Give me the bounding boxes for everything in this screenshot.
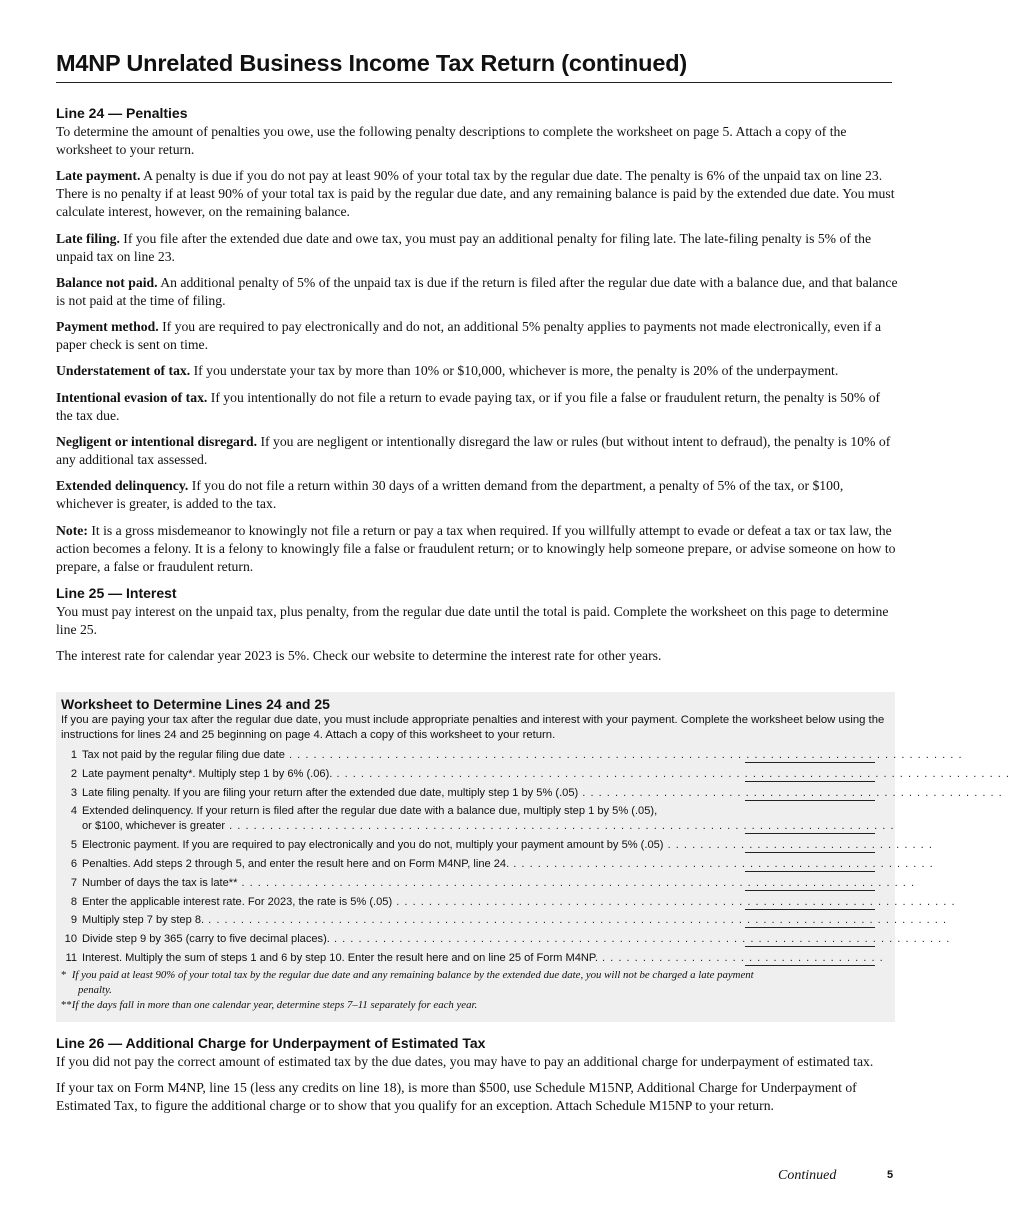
penalty-late-filing xyxy=(56,230,899,266)
step-number: 4 xyxy=(70,804,77,817)
step-label: Enter the applicable interest rate. For 2023, the rate is 5% (.05) xyxy=(82,895,393,908)
step-2-entry-field[interactable] xyxy=(745,767,875,782)
step-label: Late payment penalty*. Multiply step 1 by 6% (.06). xyxy=(82,768,333,781)
line25-paragraph-1: You must pay interest on the unpaid tax, plus penalty, from the regular due date until the total is paid. Complete the worksheet on this page to determine line 25. xyxy=(56,603,889,637)
worksheet-step xyxy=(61,910,948,929)
footnote-mark: * xyxy=(61,969,67,982)
step-text xyxy=(82,786,1003,801)
step-11-entry-field[interactable] xyxy=(745,951,875,966)
penalty-text: If you are negligent or intentionally disregard the law or rules (but without intent to defraud), the penalty is 10% of any additional tax assessed. xyxy=(56,434,891,468)
leader-dots: . . . . . . . . . . . . . . . . . . . . . . . . . . . . . . . . . . . . . . . . . . . . . . . . . . . . . . . . . . . . . . . . . . . . . . . . . . . . . . . . . . . . . . . . . . . xyxy=(204,914,948,927)
step-5-entry-field[interactable] xyxy=(745,838,875,853)
worksheet-step xyxy=(61,853,934,872)
step-number: 5 xyxy=(70,838,77,851)
step-number: 2 xyxy=(70,768,77,781)
step-label: Interest. Multiply the sum of steps 1 and 6 by step 10. Enter the result here and on line 25 of Form M4NP. xyxy=(82,952,598,965)
penalty-extended-delinquency xyxy=(56,477,899,513)
step-label: Penalties. Add steps 2 through 5, and enter the result here and on Form M4NP, line 24. xyxy=(82,857,510,870)
worksheet-intro: If you are paying your tax after the regular due date, you must include appropriate penalties and interest with your payment. Complete the worksheet below using the instructions for lines 24 and 25 beginning on page 4. Attach a copy of this worksheet to your return. xyxy=(61,714,885,742)
step-9-entry-field[interactable] xyxy=(745,913,875,928)
step-number: 3 xyxy=(70,786,77,799)
penalty-balance-not-paid xyxy=(56,274,899,310)
penalty-note xyxy=(56,522,899,576)
penalty-text: If you file after the extended due date and owe tax, you must pay an additional penalty for filing late. The late-filing penalty is 5% of the unpaid tax on line 23. xyxy=(56,230,872,264)
step-number: 7 xyxy=(70,876,77,889)
worksheet-step xyxy=(61,891,956,910)
worksheet xyxy=(56,692,1010,1022)
penalty-text: If you are required to pay electronically and do not, an additional 5% penalty applies to payments not made electronically, even if a paper check is sent on time. xyxy=(56,319,882,353)
step-label: Late filing penalty. If you are filing your return after the extended due date, multiply step 1 by 5% (.05) xyxy=(82,786,579,799)
line26-paragraph-2: If your tax on Form M4NP, line 15 (less any credits on line 18), is more than $500, use Schedule M15NP, Additional Charge for Underpayment of Estimated Tax, to figure the additional charge or to show that you qualify for an exception. Attach Schedule M15NP to your return. xyxy=(56,1080,857,1114)
step-text xyxy=(82,876,916,891)
leader-dots: . . . . . . . . . . . . . . . . . . . . . . . . . . . . . . . . . . . . . . . . . . . . . . . . . . . . xyxy=(509,857,934,870)
worksheet-step xyxy=(61,782,1003,801)
penalty-understatement xyxy=(56,362,899,380)
step-number: 10 xyxy=(64,933,77,946)
step-6-entry-field[interactable] xyxy=(745,857,875,872)
footnote-mark: ** xyxy=(61,999,72,1012)
line24-heading: Line 24 — Penalties xyxy=(56,105,188,121)
penalty-text: A penalty is due if you do not pay at least 90% of your total tax by the regular due date. The penalty is 6% of the unpaid tax on line 23. There is no penalty if at least 90% of your total tax is paid by the regular due date, and any remaining balance is paid by the extended due date. You must calculate interest, however, on the remaining balance. xyxy=(56,168,895,220)
penalty-term: Payment method. xyxy=(56,319,159,335)
step-number: 6 xyxy=(70,857,77,870)
worksheet-step xyxy=(61,744,963,763)
step-number: 8 xyxy=(70,895,77,908)
penalty-text: If you understate your tax by more than 10% or $10,000, whichever is more, the penalty is 20% of the underpayment. xyxy=(190,363,839,379)
step-number: 11 xyxy=(65,952,77,965)
step-text xyxy=(82,767,1010,782)
leader-dots: . . . . . . . . . . . . . . . . . . . . . . . . . . . . . . . . . . . . . . . . . . . . . . . . . . . . . . . . . . . . . . . . . . . . . . . . . . . . xyxy=(329,933,951,946)
step-label: Multiply step 7 by step 8. xyxy=(82,914,205,927)
footer-continued: Continued xyxy=(778,1168,837,1183)
step-8-entry-field[interactable] xyxy=(745,895,875,910)
penalty-text: It is a gross misdemeanor to knowingly not file a return or pay a tax when required. If you willfully attempt to evade or defeat a tax or tax law, the action becomes a felony. It is a felony to knowingly file a false or fraudulent return; or to knowingly help someone prepare, or advise someone on how to prepare, a false or fraudulent return. xyxy=(56,522,896,574)
step-label: Tax not paid by the regular filing due date xyxy=(82,749,285,762)
step-text xyxy=(82,895,956,910)
penalty-term: Note: xyxy=(56,522,88,538)
step-label: Extended delinquency. If your return is filed after the regular due date with a balance due, multiply step 1 by 5% (.05), xyxy=(82,804,658,817)
step-text xyxy=(82,748,963,763)
line26-heading: Line 26 — Additional Charge for Underpayment of Estimated Tax xyxy=(56,1035,486,1052)
line26-paragraph-1: If you did not pay the correct amount of estimated tax by the due dates, you may have to pay an additional charge for underpayment of estimated tax. xyxy=(56,1054,874,1070)
page-title: M4NP Unrelated Business Income Tax Return (continued) xyxy=(56,50,892,83)
content xyxy=(56,104,1010,1124)
step-text xyxy=(82,951,884,966)
worksheet-step xyxy=(61,834,933,853)
worksheet-step xyxy=(61,947,890,966)
step-text xyxy=(82,932,951,947)
worksheet-title: Worksheet to Determine Lines 24 and 25 xyxy=(61,696,330,713)
line24-intro: To determine the amount of penalties you owe, use the following penalty descriptions to complete the worksheet on page 5. Attach a copy of the worksheet to your return. xyxy=(56,124,847,157)
footnote-text: If the days fall in more than one calendar year, determine steps 7–11 separately for each year. xyxy=(71,999,478,1012)
step-10-entry-field[interactable] xyxy=(745,932,875,947)
penalty-text: If you do not file a return within 30 days of a written demand from the department, a penalty of 5% of the tax, or $100, whichever is greater, is added to the tax. xyxy=(56,478,844,512)
step-label: Number of days the tax is late** xyxy=(82,876,238,889)
step-text xyxy=(82,857,934,872)
leader-dots: . . . . . . . . . . . . . . . . . . . . . . . . . . . . . . . . . . . . . . . . . . . . . . . . . . . . xyxy=(578,786,1003,799)
penalty-term: Late filing. xyxy=(56,230,120,246)
step-label-line-2 xyxy=(82,819,895,834)
penalty-text: An additional penalty of 5% of the unpaid tax is due if the return is filed after the regular due date with a balance due, and that balance is not paid at the time of filing. xyxy=(56,274,898,308)
leader-dots: . . . . . . . . . . . . . . . . . . . . . . . . . . . . . . . . . . . . . . . . . . . . . . . . . . . . . . . . . . . . . . . . . . . . . . . . . . . . . . . . . . . xyxy=(237,876,916,889)
step-7-entry-field[interactable] xyxy=(745,876,875,891)
footnote-text-cont: penalty. xyxy=(78,984,112,997)
penalty-intentional-evasion xyxy=(56,389,899,425)
worksheet-step xyxy=(61,763,1010,782)
footnote-late-payment xyxy=(61,968,890,998)
page-number: 5 xyxy=(887,1169,894,1181)
penalty-term: Understatement of tax. xyxy=(56,363,191,379)
penalty-term: Late payment. xyxy=(56,168,141,184)
leader-dots: . . . . . . . . . . . . . . . . . . . . . . . . . . . . . . . . . . . . . . . . . . . . . . . . . . . . . . . . . . . . . . . . . . . . . . . . . . . . . . . . . . . xyxy=(332,768,1010,781)
penalty-payment-method xyxy=(56,318,899,354)
step-text xyxy=(82,804,895,834)
step-4-entry-field[interactable] xyxy=(745,819,875,834)
step-1-entry-field[interactable] xyxy=(745,748,875,763)
penalty-term: Negligent or intentional disregard. xyxy=(56,434,258,450)
worksheet-step xyxy=(61,801,895,834)
penalty-term: Intentional evasion of tax. xyxy=(56,389,208,405)
penalty-negligent-disregard xyxy=(56,433,899,469)
leader-dots: . . . . . . . . . . . . . . . . . . . . . . . . . . . . . . . . . . . . . . . . . . . . . . . . . . . . . . . . . . . . . . . . . . . . . . . . . . . . . . . . . . . xyxy=(284,749,963,762)
step-3-entry-field[interactable] xyxy=(745,786,875,801)
leader-dots: . . . . . . . . . . . . . . . . . . . . . . . . . . . . . . . . . . . . . . . . . . . . . . . . . . . . . . . . . . . . . . . . . . . . . xyxy=(392,895,956,908)
line25-heading: Line 25 — Interest xyxy=(56,584,177,601)
leader-dots: . . . . . . . . . . . . . . . . . . . . . . . . . . . . . . . . . . . xyxy=(597,952,884,965)
penalty-term: Balance not paid. xyxy=(56,274,158,290)
worksheet-step xyxy=(61,928,951,947)
penalty-late-payment xyxy=(56,167,899,221)
footnote-days xyxy=(61,998,890,1013)
step-text xyxy=(82,838,933,853)
step-number: 1 xyxy=(70,749,77,762)
leader-dots: . . . . . . . . . . . . . . . . . . . . . . . . . . . . . . . . . . . . . . . . . . . . . . . . . . . . . . . . . . . . . . . . . . . . . . . . . . . . . . . . . . xyxy=(225,819,895,832)
line25-paragraph-2: The interest rate for calendar year 2023 is 5%. Check our website to determine the interest rate for other years. xyxy=(56,648,662,664)
footnote-text: If you paid at least 90% of your total tax by the regular due date and any remaining balance by the extended due date, you will not be charged a late payment xyxy=(71,969,754,982)
step-label-cont: or $100, whichever is greater xyxy=(82,819,226,832)
penalty-term: Extended delinquency. xyxy=(56,478,189,494)
penalty-text: If you intentionally do not file a return to evade paying tax, or if you file a false or fraudulent return, the penalty is 50% of the tax due. xyxy=(56,389,881,423)
step-label: Electronic payment. If you are required to pay electronically and you do not, multiply your payment amount by 5% (.05) xyxy=(82,838,664,851)
step-number: 9 xyxy=(70,914,77,927)
step-text xyxy=(82,913,948,928)
step-label: Divide step 9 by 365 (carry to five decimal places). xyxy=(82,933,330,946)
worksheet-step xyxy=(61,872,916,891)
leader-dots: . . . . . . . . . . . . . . . . . . . . . . . . . . . . . . . . . xyxy=(663,838,933,851)
